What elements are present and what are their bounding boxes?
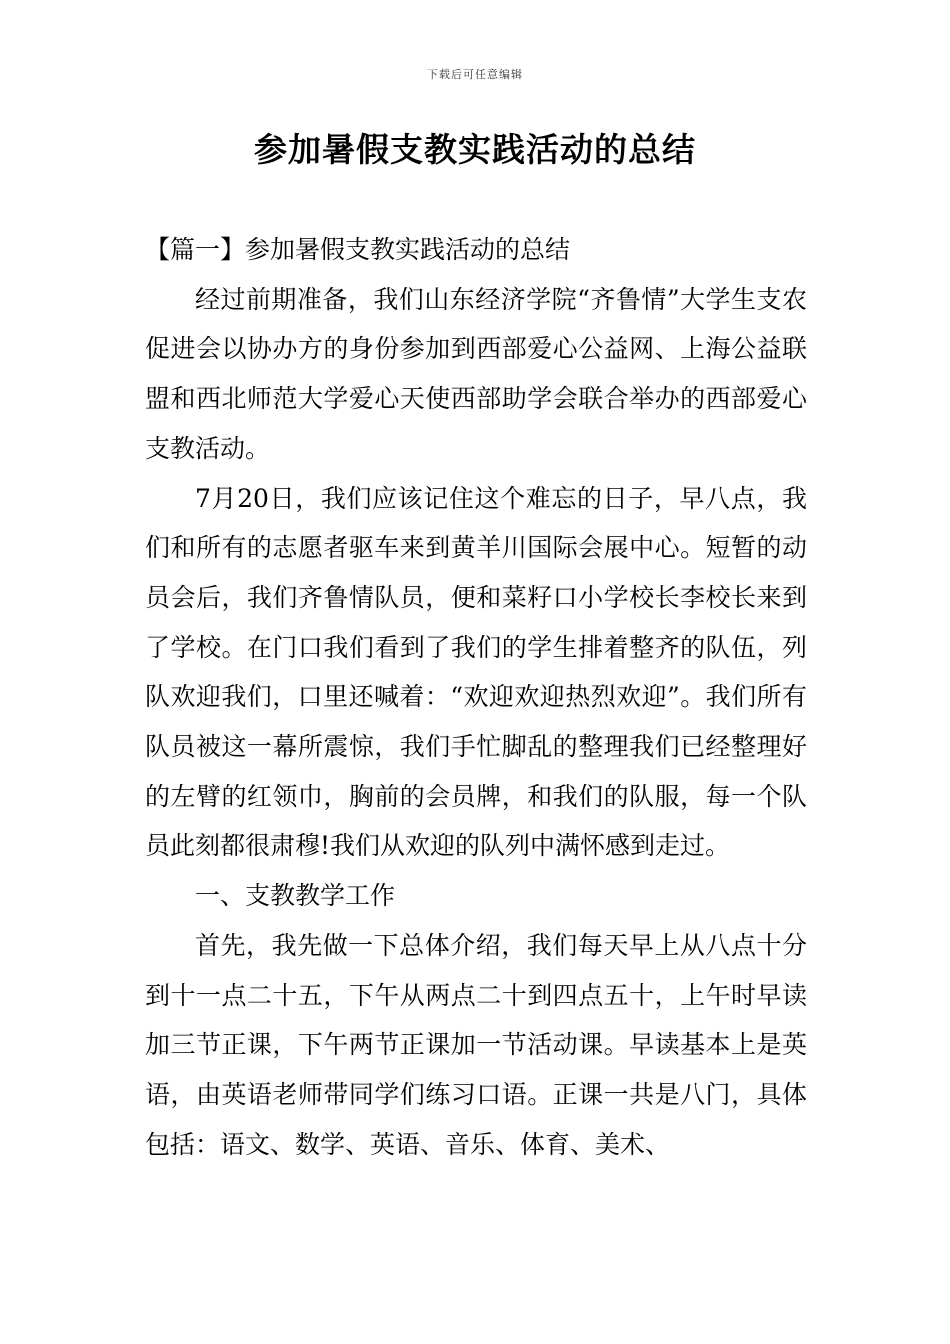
section-heading: 【篇一】参加暑假支教实践活动的总结	[145, 235, 571, 264]
document-title: 参加暑假支教实践活动的总结	[254, 130, 696, 169]
document-body	[145, 225, 807, 1169]
subheading-teaching-work: 一、支教教学工作	[195, 881, 396, 911]
paragraph-july-20: 7月20日，我们应该记住这个难忘的日子，早八点，我们和所有的志愿者驱车来到黄羊川国际会展中心。短暂的动员会后，我们齐鲁情队员，便和菜籽口小学校长李校长来到了学校。在门口我们看到了我们的学生排着整齐的队伍，列队欢迎我们，口里还喊着：“欢迎欢迎热烈欢迎”。我们所有队员被这一幕所震惊，我们手忙脚乱的整理我们已经整理好的左臂的红领巾，胸前的会员牌，和我们的队服，每一个队员此刻都很肃穆!我们从欢迎的队列中满怀感到走过。	[145, 483, 807, 861]
paragraph-schedule: 首先，我先做一下总体介绍，我们每天早上从八点十分到十一点二十五，下午从两点二十到四点五十，上午时早读加三节正课，下午两节正课加一节活动课。早读基本上是英语，由英语老师带同学们练习口语。正课一共是八门，具体包括：语文、数学、英语、音乐、体育、美术、	[145, 930, 807, 1159]
header-note: 下载后可任意编辑	[427, 68, 523, 81]
paragraph-intro: 经过前期准备，我们山东经济学院“齐鲁情”大学生支农促进会以协办方的身份参加到西部爱心公益网、上海公益联盟和西北师范大学爱心天使西部助学会联合举办的西部爱心支教活动。	[145, 284, 807, 463]
